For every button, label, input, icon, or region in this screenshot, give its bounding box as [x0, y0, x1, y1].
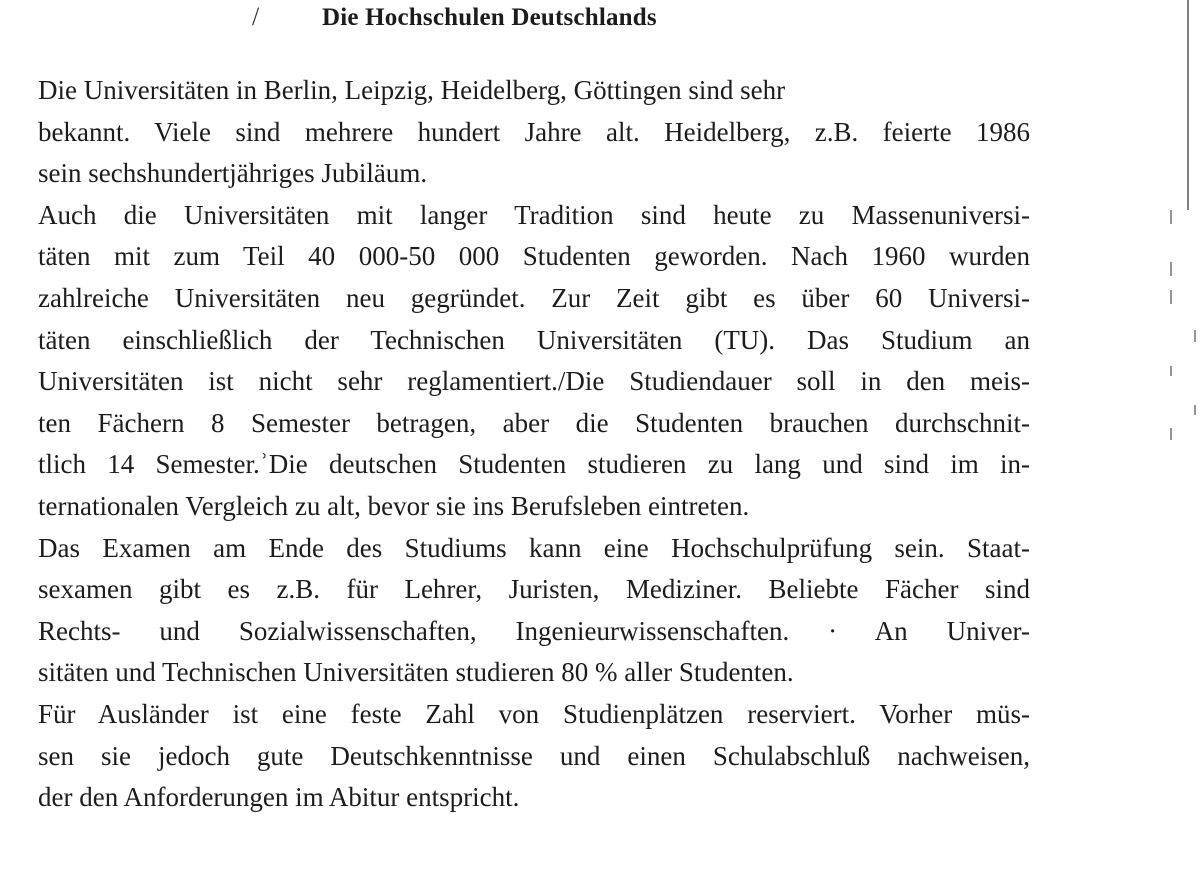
scan-edge-mark [1170, 290, 1172, 304]
text-line: ternationalen Vergleich zu alt, bevor sie ins Berufsleben eintreten. [38, 490, 750, 521]
text-line: Auch die Universitäten mit langer Tradition sind heute zu Massenuniversi- [38, 199, 1030, 230]
text-line: Rechts- und Sozialwissenschaften, Ingenieurwissenschaften. · An Univer- [38, 615, 1030, 646]
text-line: täten mit zum Teil 40 000-50 000 Studenten geworden. Nach 1960 wurden [38, 241, 1030, 272]
text-line: der den Anforderungen im Abitur entspricht. [38, 782, 520, 813]
text-line: ten Fächern 8 Semester betragen, aber die Studenten brauchen durchschnit- [38, 407, 1030, 438]
text-line: sein sechshundertjähriges Jubiläum. [38, 158, 428, 189]
text-line: sitäten und Technischen Universitäten studieren 80 % aller Studenten. [38, 657, 794, 688]
text-line: sexamen gibt es z.B. für Lehrer, Juristen, Mediziner. Beliebte Fächer sind [38, 574, 1030, 605]
scan-edge-mark [1194, 405, 1196, 415]
text-line: Für Ausländer ist eine feste Zahl von Studienplätzen reserviert. Vorher müs- [38, 698, 1030, 729]
text-line: tlich 14 Semester.ʾDie deutschen Studenten studieren zu lang und sind im in- [38, 449, 1030, 480]
scan-edge-line [1187, 0, 1189, 210]
text-line: sen sie jedoch gute Deutschkenntnisse und einen Schulabschluß nachweisen, [38, 740, 1030, 771]
scan-edge-mark [1170, 428, 1172, 440]
scan-edge-mark [1170, 262, 1172, 276]
body-text [38, 70, 1030, 819]
margin-mark: / [252, 2, 260, 31]
text-line: Die Universitäten in Berlin, Leipzig, Heidelberg, Göttingen sind sehr [38, 75, 786, 105]
text-line: zahlreiche Universitäten neu gegründet. Zur Zeit gibt es über 60 Universi- [38, 282, 1030, 313]
scan-edge-mark [1194, 330, 1196, 342]
scan-edge-mark [1170, 210, 1172, 224]
text-line: Universitäten ist nicht sehr reglamentiert./Die Studiendauer soll in den meis- [38, 366, 1030, 397]
text-line: Das Examen am Ende des Studiums kann eine Hochschulprüfung sein. Staat- [38, 532, 1030, 563]
text-line: täten einschließlich der Technischen Universitäten (TU). Das Studium an [38, 324, 1030, 355]
page-title: Die Hochschulen Deutschlands [322, 4, 657, 31]
scan-edge-mark [1170, 366, 1172, 376]
text-line: bekannt. Viele sind mehrere hundert Jahre alt. Heidelberg, z.B. feierte 1986 [38, 116, 1030, 147]
